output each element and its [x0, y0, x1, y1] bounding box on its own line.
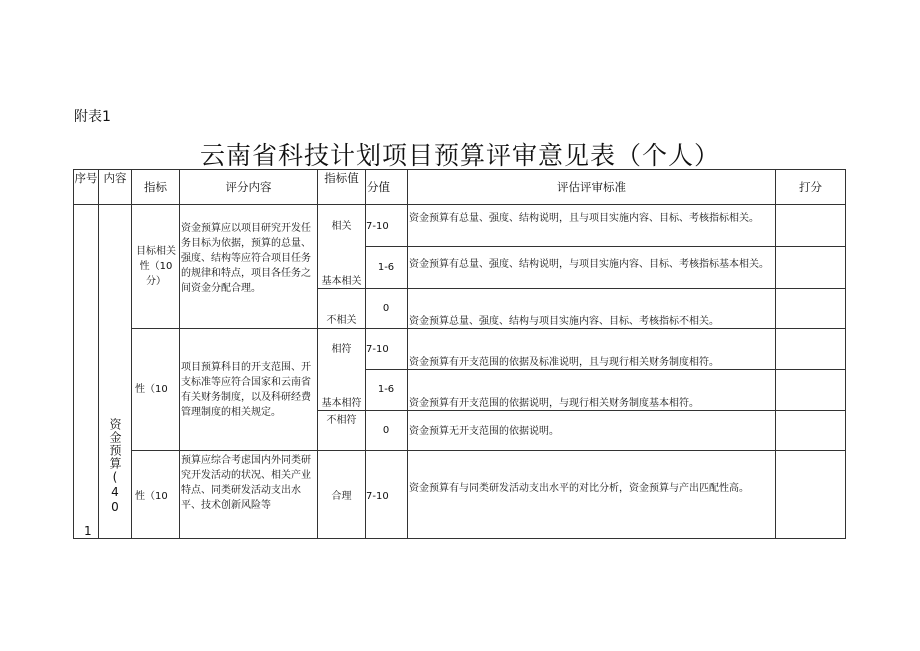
group2-value-1: 相符 — [331, 344, 352, 355]
group1-score-3: 0 — [382, 303, 390, 314]
group2-score-2: 1-6 — [377, 384, 395, 395]
group2-value-2: 基本相符 — [321, 398, 362, 409]
group2-score-3: 0 — [382, 425, 390, 436]
content-label: 资金预算(40 — [108, 418, 122, 515]
header-criteria: 评估评审标准 — [557, 180, 626, 194]
appendix-label: 附表1 — [74, 109, 111, 125]
group3-eval-content: 预算应综合考虑国内外同类研究开发活动的状况、相关产业特点、同类研发活动支出水平、技术创新风险等 — [181, 455, 311, 511]
group2-criteria-3: 资金预算无开支范围的依据说明。 — [409, 426, 559, 437]
form-title: 云南省科技计划项目预算评审意见表（个人） — [199, 141, 720, 170]
group1-value-1: 相关 — [331, 221, 352, 232]
header-indicator: 指标 — [144, 180, 167, 194]
group1-score-2: 1-6 — [377, 262, 395, 273]
header-score: 打分 — [799, 180, 822, 194]
group1-indicator: 目标相关性（10分） — [136, 246, 176, 287]
group3-indicator: 性（10 — [135, 491, 168, 502]
header-content: 内容 — [103, 171, 127, 185]
header-seq: 序号 — [74, 171, 98, 185]
group2-criteria-2: 资金预算有开支范围的依据说明，与现行相关财务制度基本相符。 — [409, 398, 699, 409]
group1-eval-content: 资金预算应以项目研究开发任务目标为依据，预算的总量、强度、结构等应符合项目任务的规律和特点，项目各任务之间资金分配合理。 — [181, 223, 311, 294]
group3-criteria-1: 资金预算有与同类研发活动支出水平的对比分析，资金预算与产出匹配性高。 — [409, 483, 749, 494]
group3-score-1: 7-10 — [366, 491, 389, 502]
group1-value-3: 不相关 — [326, 315, 357, 326]
header-eval-content: 评分内容 — [225, 180, 272, 194]
group1-value-2: 基本相关 — [321, 276, 362, 287]
header-indicator-value: 指标值 — [324, 171, 359, 185]
group2-score-1: 7-10 — [366, 344, 389, 355]
group2-criteria-1: 资金预算有开支范围的依据及标准说明，且与现行相关财务制度相符。 — [409, 357, 719, 368]
group3-value-1: 合理 — [331, 491, 352, 502]
group1-criteria-3: 资金预算总量、强度、结构与项目实施内容、目标、考核指标不相关。 — [409, 316, 719, 327]
group1-criteria-1: 资金预算有总量、强度、结构说明，且与项目实施内容、目标、考核指标相关。 — [409, 213, 759, 224]
group2-eval-content: 项目预算科目的开支范围、开支标准等应符合国家和云南省有关财务制度，以及科研经费管理制度的相关规定。 — [181, 362, 311, 418]
row-number: 1 — [84, 524, 92, 538]
group2-value-3: 不相符 — [326, 415, 357, 426]
group2-indicator: 性（10 — [135, 384, 168, 395]
group1-criteria-2: 资金预算有总量、强度、结构说明，与项目实施内容、目标、考核指标基本相关。 — [409, 259, 769, 270]
group1-score-1: 7-10 — [366, 221, 389, 232]
header-score-value: 分值 — [367, 180, 390, 194]
